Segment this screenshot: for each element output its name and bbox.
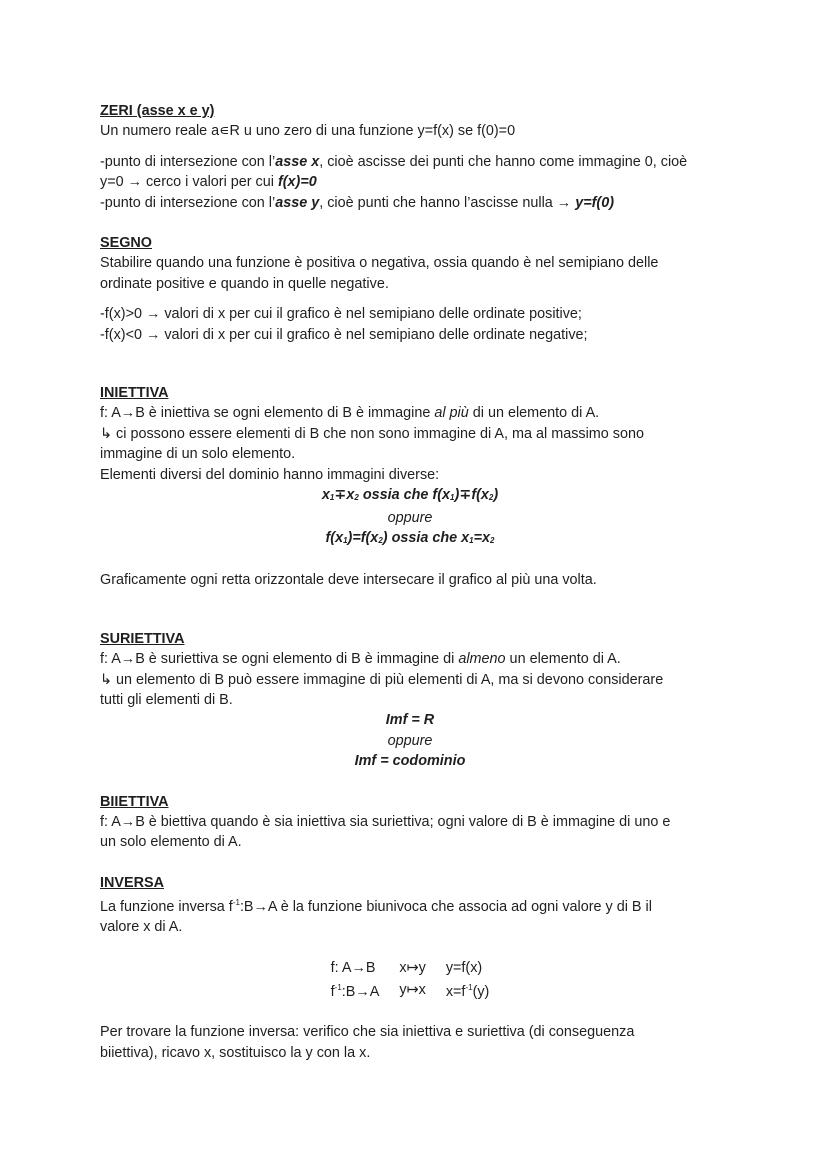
suriettiva-oppure: oppure bbox=[387, 732, 433, 749]
segno-definition: Stabilire quando una funzione è positiva o negativa, ossia quando è nel semipiano delle ordinate positive e quando in quelle negative. bbox=[100, 255, 659, 292]
iniettiva-note: ↳ ci possono essere elementi di B che non sono immagine di A, ma al massimo sono immagine di un solo elemento. bbox=[100, 425, 644, 463]
heading-biiettiva: BIIETTIVA bbox=[100, 793, 169, 810]
iniettiva-formula-1: x1∓x2 ossia che f(x1)∓f(x2) bbox=[321, 487, 499, 504]
heading-segno: SEGNO bbox=[100, 235, 152, 252]
document-page bbox=[100, 101, 720, 1063]
zeri-point-y: -punto di intersezione con l’asse y, cioè punti che hanno l’ascisse nulla → y=f(0) bbox=[100, 194, 614, 211]
inversa-definition: La funzione inversa $f^{-1}:B\to A$ è la funzione biunivoca che associa ad ogni valore y di B il valore x di A. bbox=[100, 898, 652, 936]
mapping-cell: f: A→B bbox=[330, 959, 376, 976]
section-zeri bbox=[100, 101, 720, 213]
inversa-mapping bbox=[321, 958, 500, 1003]
section-segno bbox=[100, 233, 720, 345]
mapping-cell: $x=f^{-1}(y)$ bbox=[445, 983, 490, 1000]
segno-positive: -f(x)>0 → valori di x per cui il grafico è nel semipiano delle ordinate positive; bbox=[100, 306, 582, 323]
heading-zeri: ZERI (asse x e y) bbox=[100, 103, 215, 119]
section-iniettiva bbox=[100, 383, 720, 591]
biiettiva-definition: f: A→B è biettiva quando è sia iniettiva sia suriettiva; ogni valore di B è immagine di uno e un solo elemento di A. bbox=[100, 813, 671, 851]
segno-negative: -f(x)<0 → valori di x per cui il grafico è nel semipiano delle ordinate negative; bbox=[100, 326, 588, 343]
iniettiva-elementi: Elementi diversi del dominio hanno immagini diverse: bbox=[100, 466, 440, 483]
mapping-row-forward bbox=[321, 958, 500, 978]
suriettiva-formula-2: Imf = codominio bbox=[354, 753, 466, 770]
suriettiva-note: ↳ un elemento di B può essere immagine di più elementi di A, ma si devono considerare tutti gli elementi di B. bbox=[100, 671, 664, 708]
section-suriettiva bbox=[100, 629, 720, 772]
mapping-cell: $f^{-1}:B\to A$ bbox=[330, 983, 380, 1000]
section-inversa bbox=[100, 873, 720, 1063]
section-biiettiva bbox=[100, 792, 720, 853]
iniettiva-oppure: oppure bbox=[387, 509, 433, 526]
heading-iniettiva: INIETTIVA bbox=[100, 385, 169, 402]
zeri-definition: Un numero reale a∊R u uno zero di una funzione y=f(x) se f(0)=0 bbox=[100, 123, 516, 140]
suriettiva-definition: f: A→B è suriettiva se ogni elemento di B è immagine di almeno un elemento di A. bbox=[100, 651, 621, 668]
iniettiva-definition: f: A→B è iniettiva se ogni elemento di B è immagine al più di un elemento di A. bbox=[100, 405, 600, 422]
heading-suriettiva: SURIETTIVA bbox=[100, 630, 185, 647]
mapping-row-inverse bbox=[321, 978, 500, 1002]
mapping-cell: y↦x bbox=[399, 982, 426, 999]
iniettiva-formula-2: f(x1)=f(x2) ossia che x1=x2 bbox=[325, 529, 495, 546]
inversa-procedure: Per trovare la funzione inversa: verifico che sia iniettiva e suriettiva (di conseguenza biiettiva), ricavo x, sostituisco la y con la x. bbox=[100, 1024, 635, 1061]
heading-inversa: INVERSA bbox=[100, 874, 164, 891]
zeri-point-x: -punto di intersezione con l’asse x, cioè ascisse dei punti che hanno come immagine 0, cioè y=0 → cerco i valori per cui f(x)=0 bbox=[100, 153, 688, 191]
mapping-cell: x↦y bbox=[399, 959, 426, 976]
mapping-cell: y=f(x) bbox=[445, 959, 483, 976]
suriettiva-formula-1: Imf = R bbox=[385, 712, 435, 729]
iniettiva-grafico: Graficamente ogni retta orizzontale deve intersecare il grafico al più una volta. bbox=[100, 572, 597, 589]
